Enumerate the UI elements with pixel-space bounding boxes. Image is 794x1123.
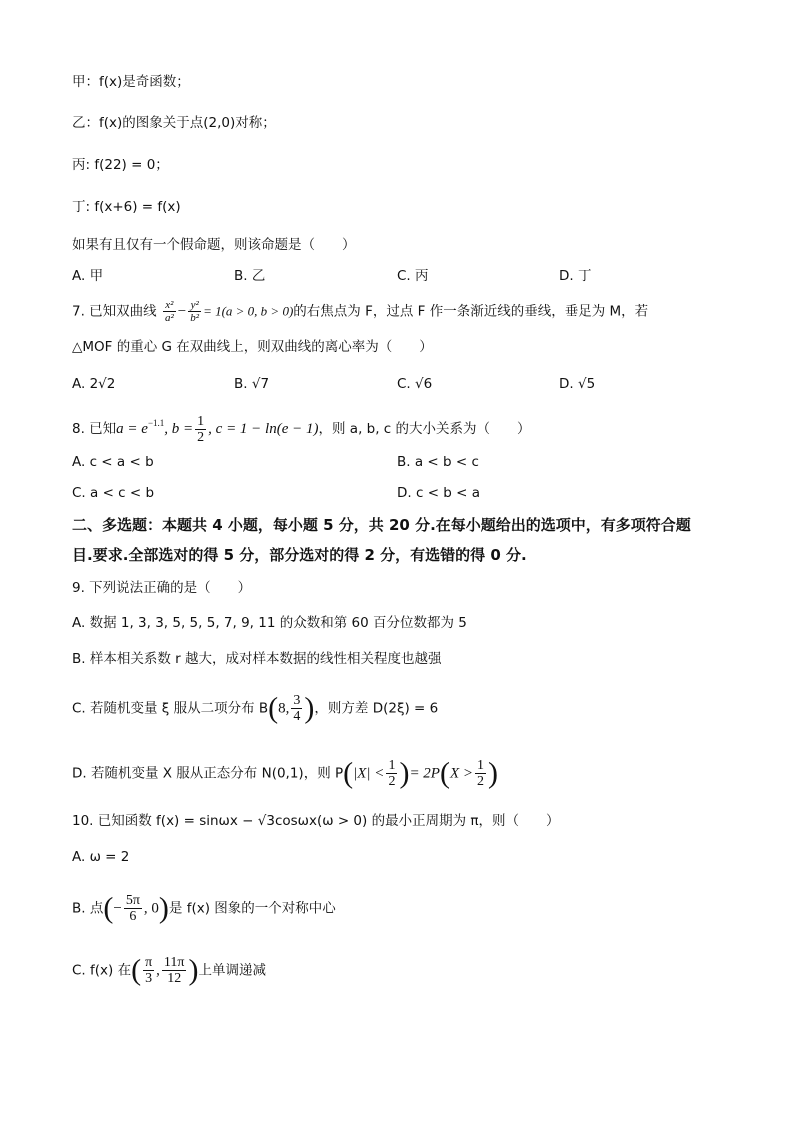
q10-b-frac-num: 5π <box>125 893 140 908</box>
q6-option-a: A. 甲 <box>72 268 104 284</box>
q7-option-c: C. √6 <box>397 376 433 392</box>
q8-b-expr: , b = <box>164 421 194 437</box>
q9-d-pre: D. 若随机变量 X 服从正态分布 N(0,1)，则 P <box>72 765 344 782</box>
q10-c-frac2-num: 11π <box>163 955 185 970</box>
q10-c-frac1 <box>143 955 154 986</box>
q10-b-minus: − <box>113 900 122 917</box>
q7-frac-y <box>188 299 201 324</box>
q9-d-xgt: X > <box>449 765 474 782</box>
q7-frac-x-num: x² <box>163 299 176 312</box>
q10-b-frac-den: 6 <box>129 909 137 924</box>
q10-c-frac2-den: 12 <box>167 971 182 986</box>
q10-option-b <box>72 893 336 924</box>
q6-option-c: C. 丙 <box>397 268 429 284</box>
q8-a-exp: −1.1 <box>147 418 165 428</box>
q9-option-d <box>72 758 498 789</box>
q8-frac-num: 1 <box>197 413 205 429</box>
q9-d-frac1 <box>386 758 397 789</box>
q8-option-b: B. a < b < c <box>397 454 479 470</box>
q7-option-d: D. √5 <box>559 376 596 392</box>
q7-formula-tail: = 1(a > 0, b > 0) <box>203 303 294 319</box>
q10-c-comma: , <box>156 962 160 979</box>
q7-option-a: A. 2√2 <box>72 376 116 392</box>
paren-close: ) <box>304 691 315 725</box>
section2-line1: 二、多选题：本题共 4 小题，每小题 5 分，共 20 分.在每小题给出的选项中，有多项符合题 <box>72 516 691 534</box>
q7-line2: △MOF 的重心 G 在双曲线上，则双曲线的离心率为（ ） <box>72 339 433 355</box>
paren-open: ( <box>268 691 279 725</box>
q9-stem: 9. 下列说法正确的是（ ） <box>72 580 252 596</box>
q8-c-expr: , c = 1 − ln(e − 1) <box>208 421 319 437</box>
q8-stem-post: ，则 a, b, c 的大小关系为（ ） <box>318 421 531 437</box>
q9-d-frac1-den: 2 <box>388 774 396 789</box>
q9-c-frac-num: 3 <box>293 693 301 708</box>
q10-option-c <box>72 955 266 986</box>
q9-d-frac2 <box>475 758 486 789</box>
q10-c-frac2 <box>162 955 187 986</box>
q10-b-zero: , 0 <box>143 900 159 917</box>
q7-stem-post: 的右焦点为 F，过点 F 作一条渐近线的垂线，垂足为 M，若 <box>293 303 649 320</box>
q8-stem <box>72 413 531 445</box>
paren-open: ( <box>131 953 142 987</box>
statement-yi: 乙：f(x)的图象关于点(2,0)对称； <box>72 115 276 131</box>
q6-option-d: D. 丁 <box>559 268 592 284</box>
q9-d-frac2-num: 1 <box>477 758 485 773</box>
paren-close: ) <box>188 953 199 987</box>
q9-d-frac2-den: 2 <box>477 774 485 789</box>
q7-stem-pre: 7. 已知双曲线 <box>72 303 157 320</box>
q6-option-b: B. 乙 <box>234 268 266 284</box>
q10-stem: 10. 已知函数 f(x) = sinωx − √3cosωx(ω > 0) 的最小正周期为 π，则（ ） <box>72 813 560 829</box>
paren-close: ) <box>158 891 169 925</box>
statement-jia: 甲：f(x)是奇函数； <box>72 74 190 90</box>
section2-line2: 目.要求.全部选对的得 5 分，部分选对的得 2 分，有选错的得 0 分. <box>72 546 527 564</box>
q8-frac-den: 2 <box>197 429 205 445</box>
q9-c-mid: ，则方差 D(2ξ) = 6 <box>314 700 439 717</box>
paren-open: ( <box>439 756 450 790</box>
q10-c-frac1-den: 3 <box>145 971 153 986</box>
q7-frac-y-den: b² <box>190 312 200 324</box>
q8-option-d: D. c < b < a <box>397 485 481 501</box>
q9-d-frac1-num: 1 <box>388 758 396 773</box>
q8-stem-pre: 8. 已知 <box>72 421 117 437</box>
q7-minus: − <box>177 303 187 320</box>
q7-frac-x-den: a² <box>164 312 174 324</box>
q9-c-pre: C. 若随机变量 ξ 服从二项分布 B <box>72 700 269 717</box>
q7-option-b: B. √7 <box>234 376 270 392</box>
q10-option-a: A. ω = 2 <box>72 849 130 865</box>
q9-option-a: A. 数据 1, 3, 3, 5, 5, 5, 7, 9, 11 的众数和第 60 百分位数都为 5 <box>72 615 467 631</box>
q10-c-post: 上单调递减 <box>198 962 266 979</box>
q10-b-frac <box>124 893 142 924</box>
q6-stem: 如果有且仅有一个假命题，则该命题是（ ） <box>72 237 356 253</box>
q9-option-b: B. 样本相关系数 r 越大，成对样本数据的线性相关程度也越强 <box>72 651 442 667</box>
q8-a-expr: a = e <box>116 421 148 437</box>
q9-c-eight: 8, <box>278 700 290 717</box>
q7-frac-x <box>163 299 176 324</box>
q10-c-frac1-num: π <box>145 955 153 970</box>
paren-open: ( <box>103 891 114 925</box>
q9-c-frac-den: 4 <box>293 709 301 724</box>
q10-c-pre: C. f(x) 在 <box>72 962 132 979</box>
q10-b-pre: B. 点 <box>72 900 104 917</box>
q9-d-mid: = 2P <box>409 765 440 782</box>
q8-frac-half <box>195 414 206 445</box>
q7-frac-y-num: y² <box>188 299 201 312</box>
q9-option-c <box>72 693 438 724</box>
statement-ding: 丁: f(x+6) = f(x) <box>72 199 181 215</box>
paren-close: ) <box>488 756 499 790</box>
q7-stem <box>72 299 648 324</box>
statement-bing: 丙: f(22) = 0； <box>72 157 169 173</box>
q9-d-absx: |X| < <box>353 765 385 782</box>
paren-close: ) <box>399 756 410 790</box>
q8-option-c: C. a < c < b <box>72 485 155 501</box>
q8-option-a: A. c < a < b <box>72 454 154 470</box>
paren-open: ( <box>343 756 354 790</box>
q9-c-frac <box>291 693 302 724</box>
q10-b-post: 是 f(x) 图象的一个对称中心 <box>168 900 336 917</box>
